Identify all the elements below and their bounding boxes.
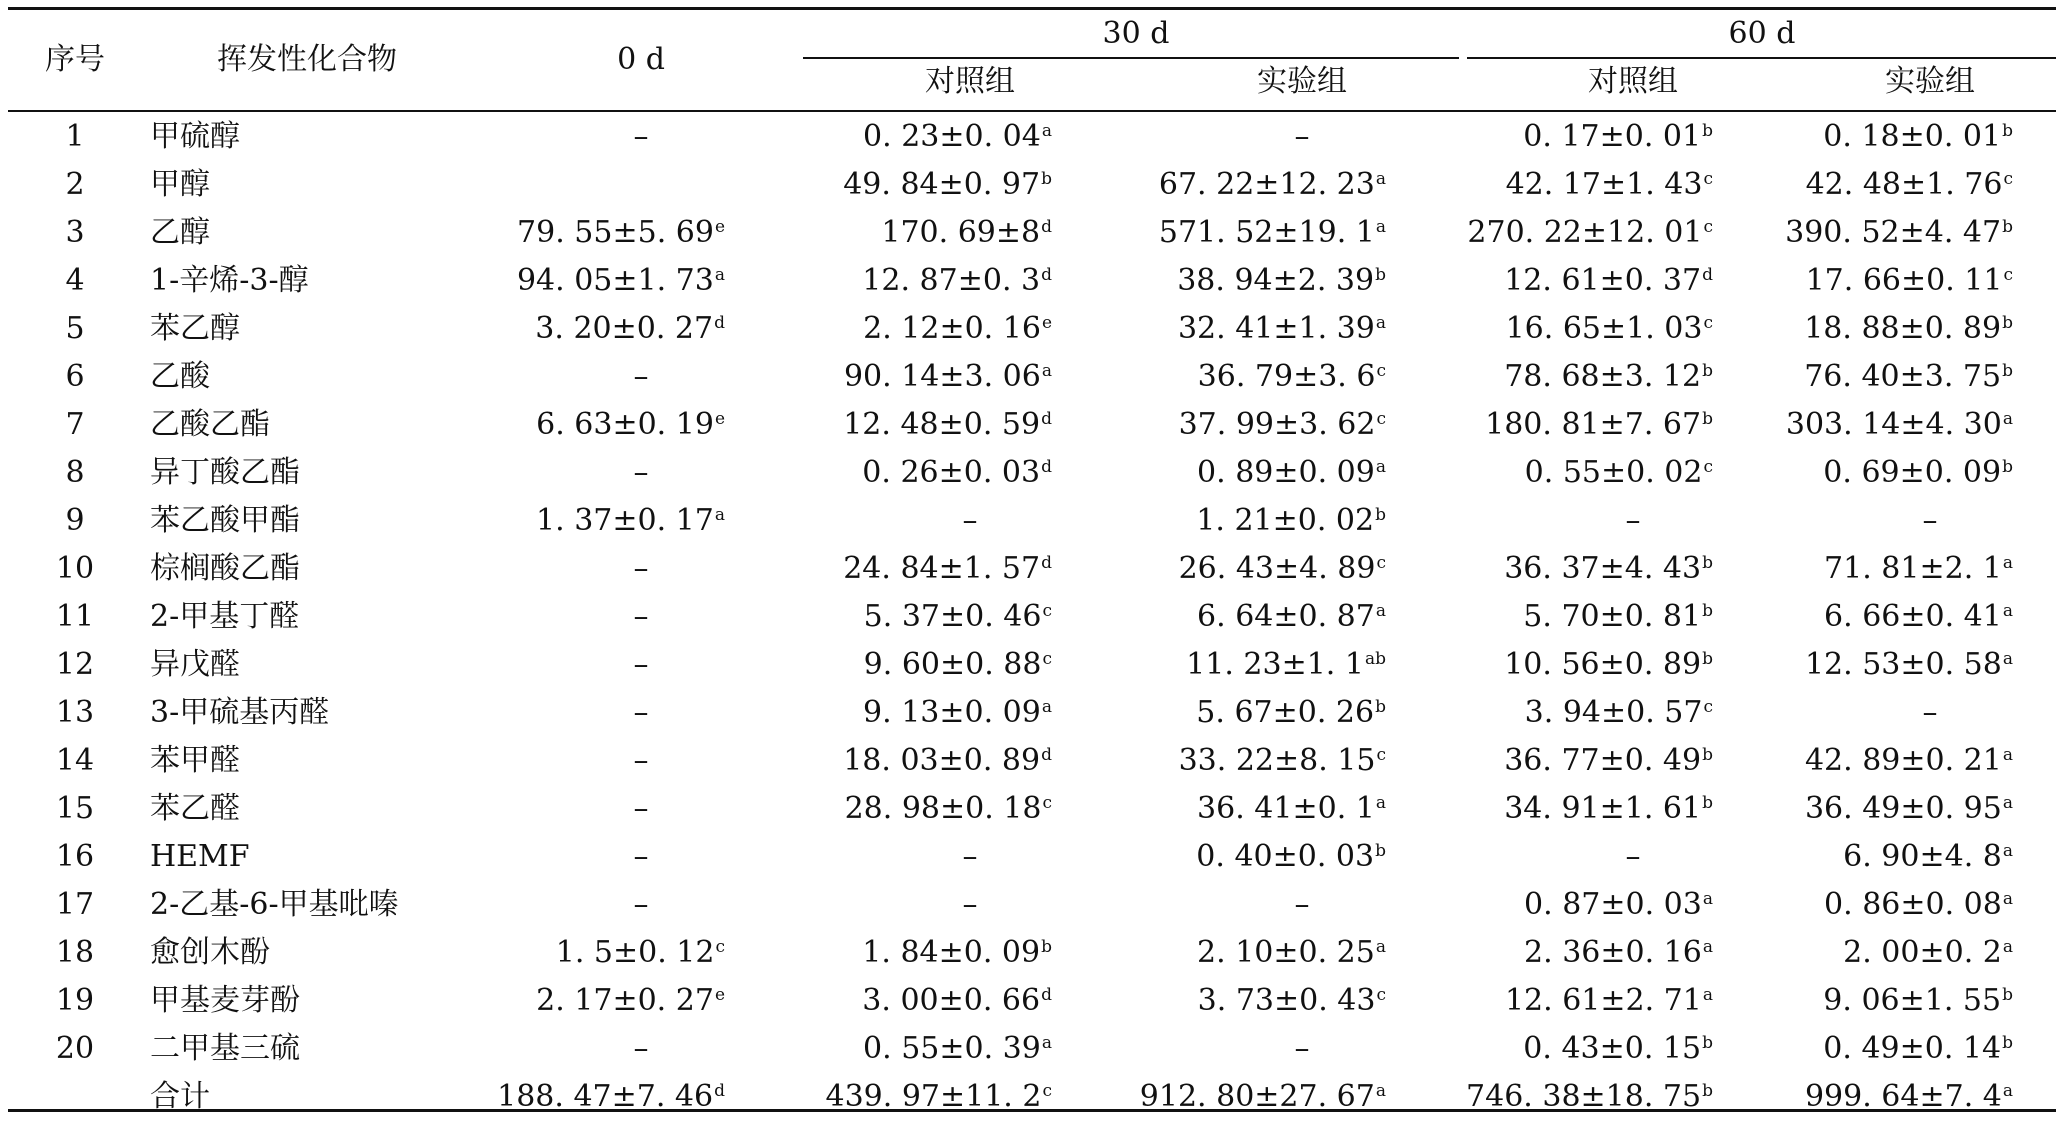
value-e30: 36. 79±3. 6$^c$: [1197, 359, 1386, 394]
significance-letter: c: [1376, 553, 1386, 573]
value-c30: –: [962, 503, 978, 538]
compound-name: 乙醇: [150, 215, 210, 250]
significance-letter: c: [1703, 697, 1713, 717]
value-c30: 1. 84±0. 09$^b$: [862, 935, 1052, 970]
header-day30: 30 d: [1102, 16, 1170, 51]
table-row: [0, 353, 2064, 401]
table-row: [0, 1025, 2064, 1073]
value-e60: 2. 00±0. 2$^a$: [1843, 935, 2013, 970]
value-e30: 912. 80±27. 67$^a$: [1139, 1079, 1386, 1114]
compound-name: 乙酸: [150, 359, 210, 394]
significance-letter: d: [1041, 985, 1052, 1005]
row-index: 15: [55, 791, 95, 826]
row-index: 6: [65, 359, 85, 394]
value-e60: 18. 88±0. 89$^b$: [1804, 311, 2013, 346]
value-e60: 17. 66±0. 11$^c$: [1805, 263, 2013, 298]
value-c30: 12. 87±0. 3$^d$: [862, 263, 1052, 298]
compound-name: 棕榈酸乙酯: [150, 551, 300, 586]
value-c60: –: [1625, 503, 1641, 538]
compound-name: 2-甲基丁醛: [150, 599, 300, 634]
table-row: [0, 449, 2064, 497]
value-c60: 78. 68±3. 12$^b$: [1504, 359, 1713, 394]
compound-name: 2-乙基-6-甲基吡嗪: [150, 887, 399, 922]
table-row: [0, 833, 2064, 881]
significance-letter: c: [715, 937, 725, 957]
table-row: [0, 161, 2064, 209]
significance-letter: a: [1702, 937, 1713, 957]
significance-letter: d: [1041, 217, 1052, 237]
value-c30: 170. $69\pm 8^d$: [881, 215, 1052, 250]
value-c60: 0. 55±0. 02$^c$: [1524, 455, 1713, 490]
value-c60: –: [1625, 839, 1641, 874]
significance-letter: b: [2002, 217, 2013, 237]
table-row: [0, 497, 2064, 545]
value-c60: 5. 70±0. 81$^b$: [1523, 599, 1713, 634]
value-c60: 0. 87±0. 03$^a$: [1524, 887, 1713, 922]
value-e60: 12. 53±0. 58$^a$: [1804, 647, 2013, 682]
value-c60: 180. 81±7. 67$^b$: [1485, 407, 1713, 442]
significance-letter: c: [2003, 265, 2013, 285]
significance-letter: a: [1375, 169, 1386, 189]
significance-letter: c: [1376, 361, 1386, 381]
significance-letter: a: [1375, 937, 1386, 957]
row-index: 20: [55, 1031, 95, 1066]
header-day60-experiment: 实验组: [1885, 64, 1975, 99]
significance-letter: b: [1702, 601, 1713, 621]
value-e30: 1. 21±0. 02$^b$: [1196, 503, 1386, 538]
significance-letter: b: [1702, 121, 1713, 141]
value-c60: 16. 65±1. 03$^c$: [1505, 311, 1713, 346]
significance-letter: d: [1041, 265, 1052, 285]
value-d0: –: [633, 887, 649, 922]
value-d0: 6. 63±0. 19e: [536, 407, 725, 442]
significance-letter: b: [1375, 697, 1386, 717]
significance-letter: d: [1041, 409, 1052, 429]
value-c60: 270. 22±12. 01$^c$: [1467, 215, 1713, 250]
value-e30: 33. 22±8. 15$^c$: [1178, 743, 1386, 778]
significance-letter: c: [1042, 601, 1052, 621]
value-e30: –: [1294, 119, 1310, 154]
value-e60: 42. 89±0. 21$^a$: [1804, 743, 2013, 778]
value-d0: 1. 37±0. 17$^a$: [536, 503, 725, 538]
value-d0: 3. 20±0. 27$^d$: [535, 311, 725, 346]
significance-letter: a: [1375, 793, 1386, 813]
significance-letter: b: [1702, 553, 1713, 573]
significance-letter: a: [2002, 889, 2013, 909]
value-e60: 36. 49±0. 95$^a$: [1804, 791, 2013, 826]
value-d0: 2. 17±0. 27e: [536, 983, 725, 1018]
value-c30: 28. 98±0. 18$^c$: [844, 791, 1052, 826]
significance-letter: c: [1703, 169, 1713, 189]
value-e60: 6. 66±0. 41$^a$: [1824, 599, 2013, 634]
significance-letter: a: [2002, 793, 2013, 813]
row-index: 8: [65, 455, 85, 490]
value-e60: 999. 64±7. 4$^a$: [1804, 1079, 2013, 1114]
row-index: 12: [55, 647, 95, 682]
table-row: [0, 737, 2064, 785]
value-c60: 36. 37±4. 43$^b$: [1504, 551, 1713, 586]
significance-letter: b: [1702, 361, 1713, 381]
significance-letter: b: [1375, 505, 1386, 525]
significance-letter: a: [714, 505, 725, 525]
compound-name: 甲基麦芽酚: [150, 983, 300, 1018]
table-row: [0, 641, 2064, 689]
significance-letter: e: [1041, 313, 1052, 333]
header-bottom-rule: [8, 110, 2056, 112]
value-c60: 34. 91±1. 61$^b$: [1504, 791, 1713, 826]
significance-letter: c: [2003, 169, 2013, 189]
significance-letter: b: [2002, 1033, 2013, 1053]
significance-letter: b: [1702, 1081, 1713, 1101]
value-e60: 0. 86±0. 08$^a$: [1824, 887, 2013, 922]
value-e30: 3. 73±0. 43$^c$: [1197, 983, 1386, 1018]
significance-letter: a: [2002, 1081, 2013, 1101]
row-index: 10: [55, 551, 95, 586]
significance-letter: a: [1041, 361, 1052, 381]
significance-letter: d: [1041, 457, 1052, 477]
value-d0: –: [633, 1031, 649, 1066]
row-index: 1: [65, 119, 85, 154]
significance-letter: b: [2002, 457, 2013, 477]
value-e60: 42. 48±1. 76$^c$: [1805, 167, 2013, 202]
value-e30: 0. 89±0. 09$^a$: [1197, 455, 1386, 490]
value-e60: –: [1922, 503, 1938, 538]
significance-letter: b: [1702, 409, 1713, 429]
significance-letter: c: [1376, 409, 1386, 429]
table-row: [0, 545, 2064, 593]
significance-letter: d: [1041, 745, 1052, 765]
value-d0: –: [633, 551, 649, 586]
significance-letter: a: [1041, 121, 1052, 141]
value-c60: 42. 17±1. 43$^c$: [1505, 167, 1713, 202]
value-e30: –: [1294, 887, 1310, 922]
value-e30: 32. 41±1. 39$^a$: [1177, 311, 1386, 346]
value-c60: 0. 17±0. 01$^b$: [1523, 119, 1713, 154]
significance-letter: a: [2002, 601, 2013, 621]
value-e30: 37. 99±3. 62$^c$: [1178, 407, 1386, 442]
significance-letter: a: [2002, 553, 2013, 573]
header-day60: 60 d: [1728, 16, 1796, 51]
value-e60: 76. 40±3. 75$^b$: [1804, 359, 2013, 394]
significance-letter: d: [714, 313, 725, 333]
significance-letter: c: [1042, 1081, 1052, 1101]
value-d0: –: [633, 359, 649, 394]
header-day0: 0 d: [617, 42, 665, 77]
table-row: [0, 593, 2064, 641]
significance-letter: c: [1042, 649, 1052, 669]
value-c30: 12. 48±0. 59$^d$: [843, 407, 1052, 442]
value-e30: 26. 43±4. 89$^c$: [1178, 551, 1386, 586]
row-index: 7: [65, 407, 85, 442]
row-index: 3: [65, 215, 85, 250]
significance-letter: b: [1702, 745, 1713, 765]
row-index: 2: [65, 167, 85, 202]
table-row: [0, 401, 2064, 449]
table-row: [0, 113, 2064, 161]
value-c30: 9. 13±0. 09$^a$: [863, 695, 1052, 730]
value-c30: 90. 14±3. 06$^a$: [843, 359, 1052, 394]
value-e60: 390. 52±4. 47$^b$: [1785, 215, 2013, 250]
significance-letter: d: [714, 1081, 725, 1101]
compound-name: HEMF: [150, 839, 250, 874]
value-c30: –: [962, 839, 978, 874]
row-index: 5: [65, 311, 85, 346]
significance-letter: e: [714, 985, 725, 1005]
compound-name: 异戊醛: [150, 647, 240, 682]
compound-name: 甲醇: [150, 167, 210, 202]
compound-name: 3-甲硫基丙醛: [150, 695, 330, 730]
value-c60: 0. 43±0. 15$^b$: [1523, 1031, 1713, 1066]
significance-letter: e: [714, 409, 725, 429]
significance-letter: b: [2002, 361, 2013, 381]
header-day30-control: 对照组: [925, 64, 1015, 99]
header-compound: 挥发性化合物: [217, 42, 397, 77]
significance-letter: c: [1042, 793, 1052, 813]
row-index: 17: [55, 887, 95, 922]
value-c60: 746. 38±18. 75$^b$: [1466, 1079, 1713, 1114]
value-c30: 439. 97±11. 2$^c$: [825, 1079, 1052, 1114]
significance-letter: a: [1375, 1081, 1386, 1101]
compound-name: 苯乙醇: [150, 311, 240, 346]
value-c60: 36. 77±0. 49$^b$: [1504, 743, 1713, 778]
row-index: 13: [55, 695, 95, 730]
value-e60: 0. 69±0. 09$^b$: [1823, 455, 2013, 490]
row-index: 16: [55, 839, 95, 874]
day30-span-rule: [803, 57, 1459, 59]
significance-letter: a: [1702, 889, 1713, 909]
compound-name: 乙酸乙酯: [150, 407, 270, 442]
compound-name: 愈创木酚: [150, 935, 270, 970]
row-index: 19: [55, 983, 95, 1018]
top-rule: [8, 7, 2056, 10]
value-d0: 79. 55±5. 69e: [517, 215, 725, 250]
compound-name: 甲硫醇: [150, 119, 240, 154]
significance-letter: b: [1702, 1033, 1713, 1053]
significance-letter: a: [2002, 841, 2013, 861]
value-d0: 1. 5±0. 12$^c$: [555, 935, 725, 970]
row-index: 4: [65, 263, 85, 298]
significance-letter: c: [1703, 457, 1713, 477]
significance-letter: a: [2002, 745, 2013, 765]
value-e60: 71. 81±2. 1$^a$: [1824, 551, 2013, 586]
value-e30: 571. 52±19. 1$^a$: [1158, 215, 1386, 250]
value-e30: 11. 23±1. $1^{ab}$: [1186, 647, 1386, 682]
significance-letter: e: [714, 217, 725, 237]
value-e30: 36. 41±0. 1$^a$: [1197, 791, 1386, 826]
value-c30: 24. 84±1. 57$^d$: [843, 551, 1052, 586]
value-d0: –: [633, 839, 649, 874]
value-d0: –: [633, 119, 649, 154]
value-e60: 0. 49±0. 14$^b$: [1823, 1031, 2013, 1066]
value-e30: 38. 94±2. 39$^b$: [1177, 263, 1386, 298]
row-index: 9: [65, 503, 85, 538]
value-e60: 6. 90±4. 8$^a$: [1843, 839, 2013, 874]
significance-letter: a: [1375, 313, 1386, 333]
significance-letter: b: [1041, 937, 1052, 957]
table-row: [0, 929, 2064, 977]
value-c30: 0. 55±0. 39$^a$: [863, 1031, 1052, 1066]
value-d0: 94. 05±1. 73$^a$: [516, 263, 725, 298]
value-c60: 12. 61±0. 37$^d$: [1504, 263, 1713, 298]
row-index: 18: [55, 935, 95, 970]
significance-letter: a: [1375, 601, 1386, 621]
table-row: [0, 785, 2064, 833]
value-d0: –: [633, 599, 649, 634]
table-row: [0, 305, 2064, 353]
significance-letter: a: [1375, 457, 1386, 477]
significance-letter: c: [1703, 313, 1713, 333]
table-row: [0, 689, 2064, 737]
significance-letter: b: [1702, 649, 1713, 669]
value-d0: –: [633, 695, 649, 730]
significance-letter: b: [2002, 985, 2013, 1005]
value-c60: 2. 36±0. 16$^a$: [1524, 935, 1713, 970]
significance-letter: b: [1375, 841, 1386, 861]
compound-name: 1-辛烯-3-醇: [150, 263, 309, 298]
value-c30: 49. 84±0. 97$^b$: [843, 167, 1052, 202]
header-day60-control: 对照组: [1588, 64, 1678, 99]
value-e60: 9. 06±1. 55$^b$: [1823, 983, 2013, 1018]
value-c60: 12. 61±2. 71$^a$: [1504, 983, 1713, 1018]
significance-letter: a: [1041, 1033, 1052, 1053]
table-row: [0, 257, 2064, 305]
significance-letter: a: [2002, 937, 2013, 957]
significance-letter: a: [1375, 217, 1386, 237]
value-d0: –: [633, 743, 649, 778]
compound-name: 合计: [150, 1079, 210, 1114]
significance-letter: c: [1703, 217, 1713, 237]
value-d0: 188. 47±7. 46$^d$: [497, 1079, 725, 1114]
value-c30: 0. 26±0. 03$^d$: [862, 455, 1052, 490]
value-c30: 3. 00±0. 66$^d$: [862, 983, 1052, 1018]
significance-letter: ab: [1364, 649, 1386, 669]
value-e30: –: [1294, 1031, 1310, 1066]
significance-letter: b: [1375, 265, 1386, 285]
header-day30-experiment: 实验组: [1257, 64, 1347, 99]
value-c30: 2. 12±0. 16e: [863, 311, 1052, 346]
table-row: [0, 977, 2064, 1025]
significance-letter: b: [2002, 313, 2013, 333]
compound-name: 苯乙醛: [150, 791, 240, 826]
value-c30: 0. 23±0. 04$^a$: [863, 119, 1052, 154]
table-row: [0, 881, 2064, 929]
compound-name: 苯乙酸甲酯: [150, 503, 300, 538]
significance-letter: c: [1376, 985, 1386, 1005]
significance-letter: b: [1702, 793, 1713, 813]
value-d0: –: [633, 455, 649, 490]
compound-name: 异丁酸乙酯: [150, 455, 300, 490]
value-c30: 18. 03±0. 89$^d$: [843, 743, 1052, 778]
significance-letter: b: [1041, 169, 1052, 189]
value-c60: 10. 56±0. 89$^b$: [1504, 647, 1713, 682]
value-e30: 6. 64±0. 87$^a$: [1197, 599, 1386, 634]
significance-letter: a: [714, 265, 725, 285]
value-e30: 5. 67±0. 26$^b$: [1196, 695, 1386, 730]
value-c30: 5. 37±0. 46$^c$: [863, 599, 1052, 634]
table-row: [0, 1073, 2064, 1121]
value-d0: –: [633, 791, 649, 826]
header-index: 序号: [45, 42, 105, 77]
significance-letter: a: [1041, 697, 1052, 717]
day60-span-rule: [1467, 57, 2056, 59]
row-index: 14: [55, 743, 95, 778]
row-index: 11: [55, 599, 95, 634]
significance-letter: d: [1702, 265, 1713, 285]
significance-letter: a: [2002, 649, 2013, 669]
compound-name: 苯甲醛: [150, 743, 240, 778]
value-c30: –: [962, 887, 978, 922]
value-c60: 3. 94±0. 57$^c$: [1524, 695, 1713, 730]
value-e60: –: [1922, 695, 1938, 730]
significance-letter: a: [2002, 409, 2013, 429]
value-e30: 67. 22±12. 23$^a$: [1158, 167, 1386, 202]
table-row: [0, 209, 2064, 257]
significance-letter: a: [1702, 985, 1713, 1005]
value-e30: 2. 10±0. 25$^a$: [1197, 935, 1386, 970]
compound-name: 二甲基三硫: [150, 1031, 300, 1066]
value-c30: 9. 60±0. 88$^c$: [863, 647, 1052, 682]
value-e60: 0. 18±0. 01$^b$: [1823, 119, 2013, 154]
significance-letter: d: [1041, 553, 1052, 573]
value-e30: 0. 40±0. 03$^b$: [1196, 839, 1386, 874]
significance-letter: c: [1376, 745, 1386, 765]
value-d0: –: [633, 647, 649, 682]
significance-letter: b: [2002, 121, 2013, 141]
value-e60: 303. 14±4. 30$^a$: [1785, 407, 2013, 442]
